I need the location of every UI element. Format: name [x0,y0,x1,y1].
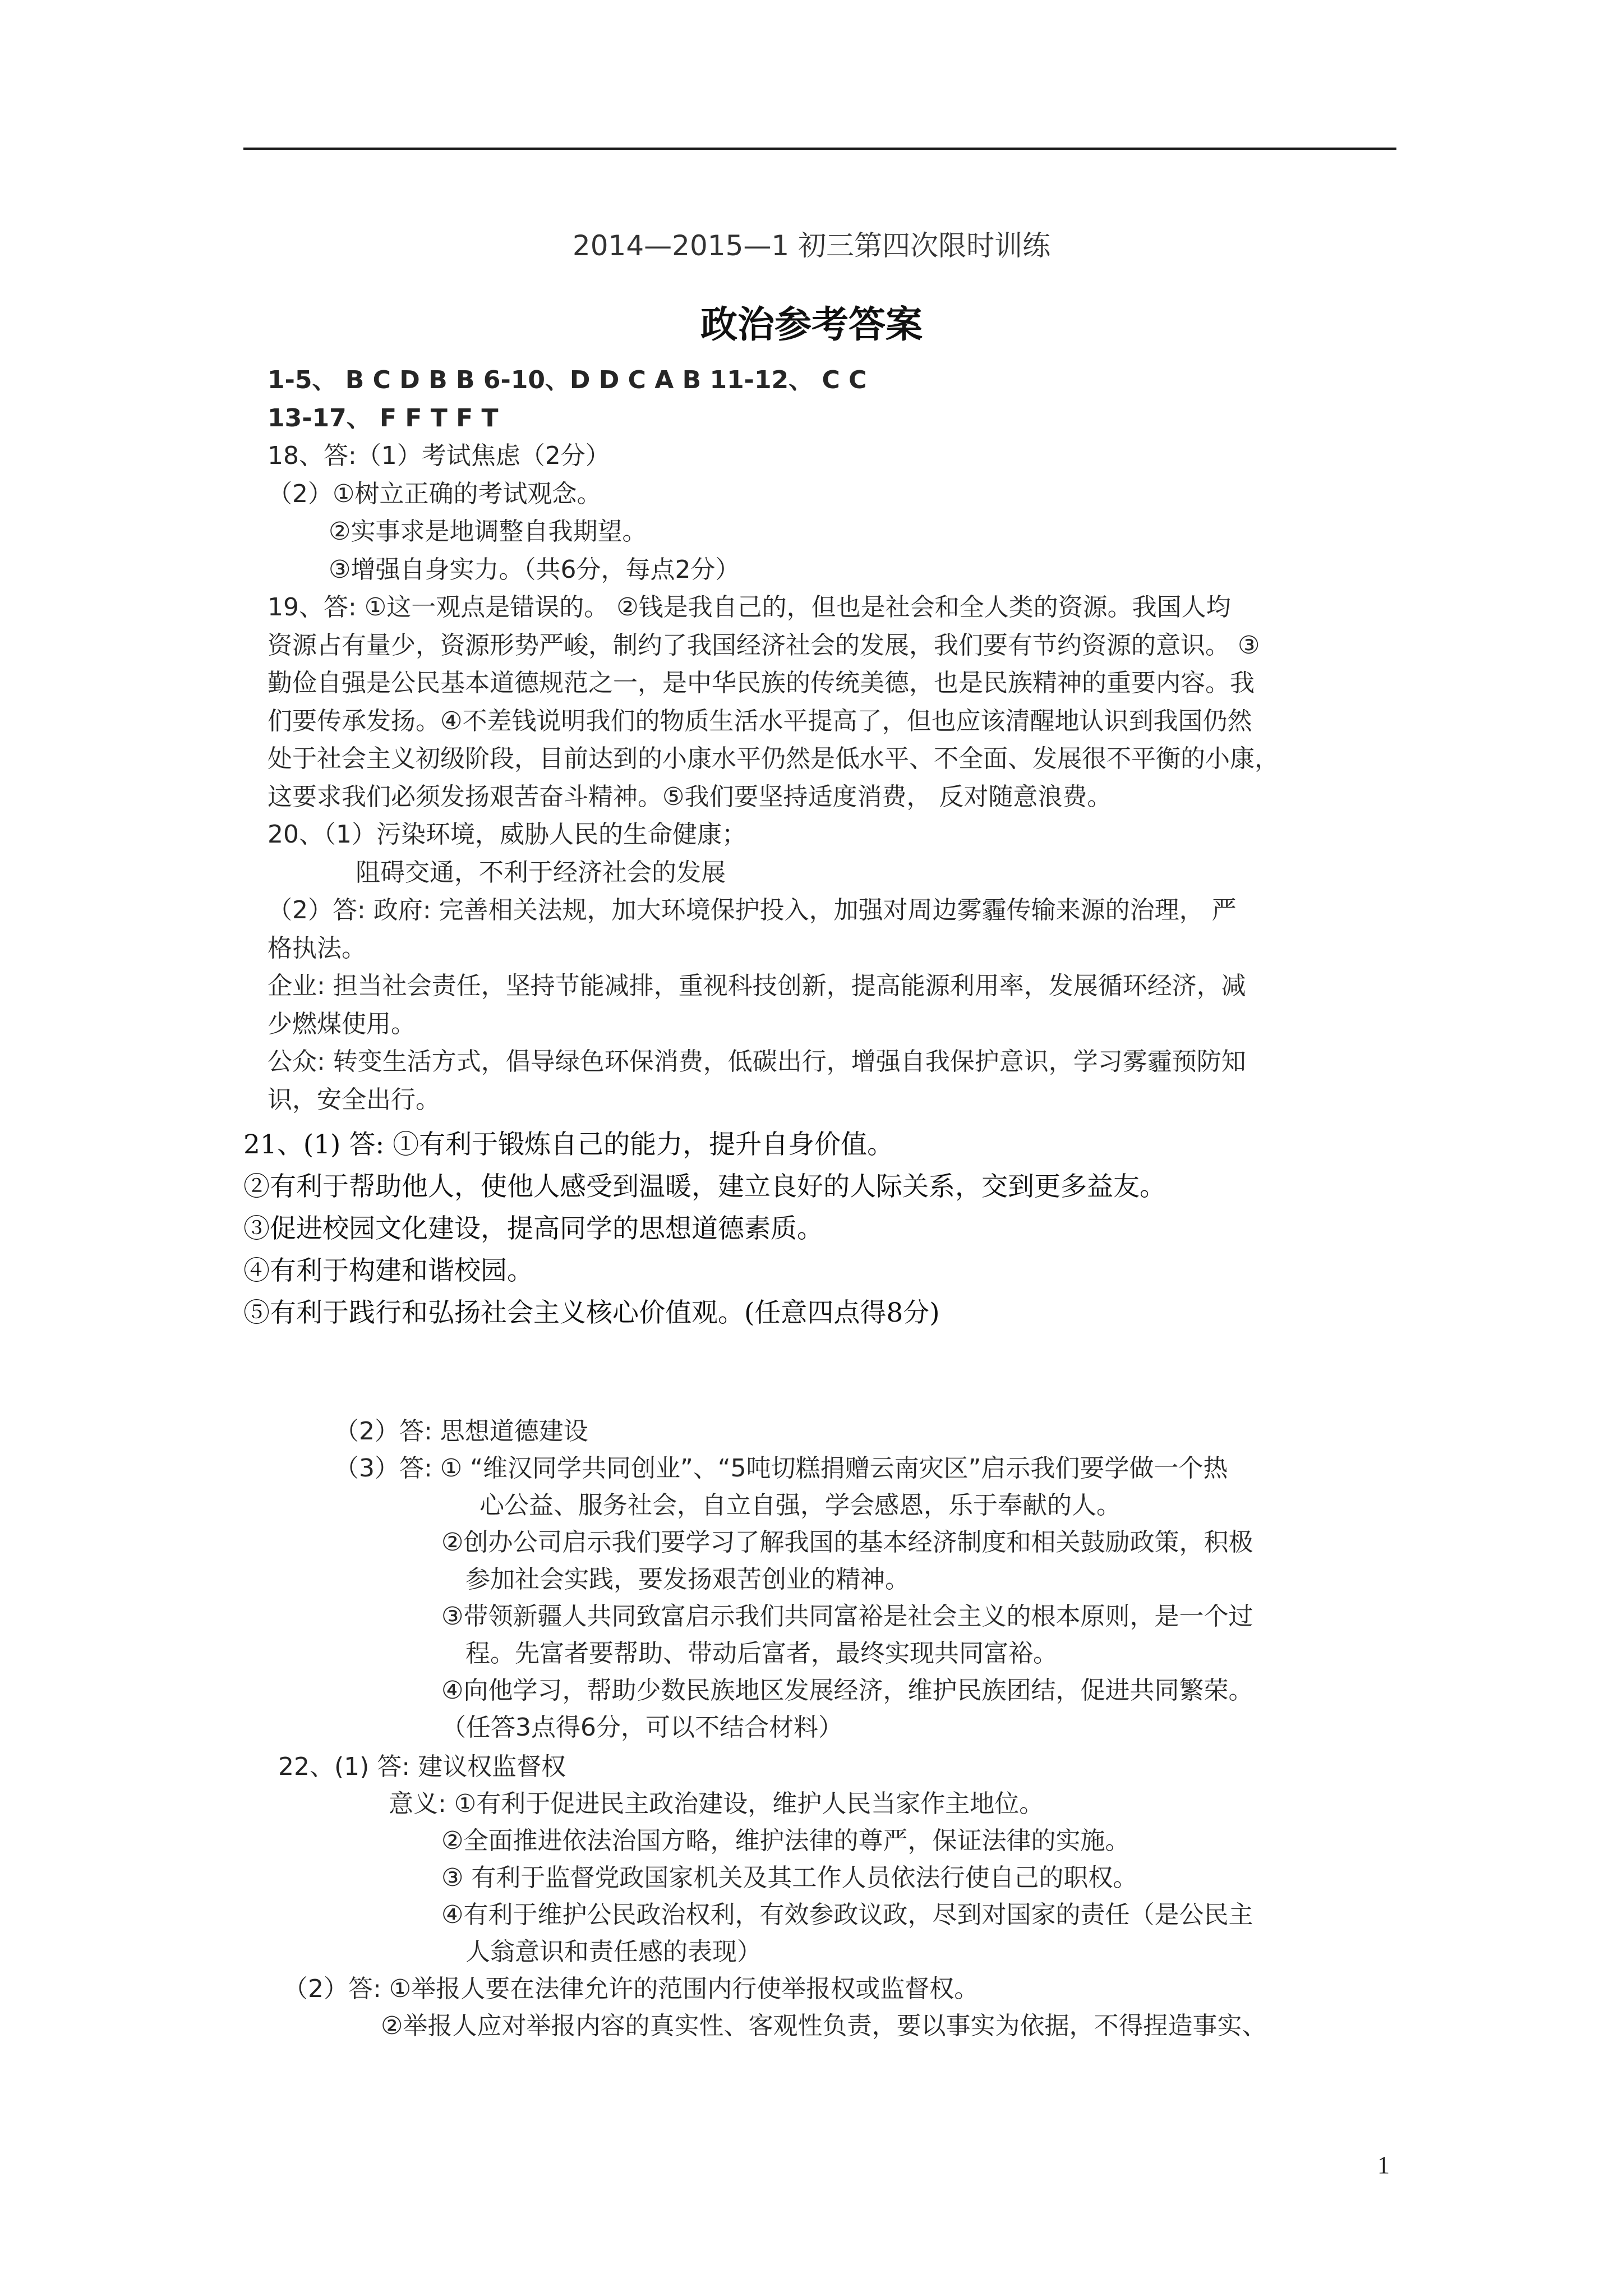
q21-line: ⑤有利于践行和弘扬社会主义核心价值观。(任意四点得8分) [243,1297,940,1328]
q21-part3-line: 心公益、服务社会，自立自强，学会感恩，乐于奉献的人。 [479,1491,1121,1520]
mc-answers-line-2: 13-17、 F F T F T [268,404,499,432]
q20-line: 少燃煤使用。 [268,1010,416,1038]
q21-part3-line: ②创办公司启示我们要学习了解我国的基本经济制度和相关鼓励政策，积极 [441,1528,1253,1557]
q22-line: 人翁意识和责任感的表现） [465,1938,762,1966]
q18-line: ③增强自身实力。（共6分，每点2分） [329,555,740,584]
page-number: 1 [1377,2151,1390,2179]
q19-line: 资源占有量少，资源形势严峻，制约了我国经济社会的发展，我们要有节约资源的意识。 ③ [268,631,1260,660]
q18-line: 18、答:（1）考试焦虑（2分） [268,441,610,470]
q21-part3-line: ③带领新疆人共同致富启示我们共同富裕是社会主义的根本原则，是一个过 [441,1602,1253,1631]
q20-line: 20、（1）污染环境，威胁人民的生命健康； [268,820,746,849]
q22-line: 22、(1) 答: 建议权监督权 [278,1752,566,1781]
q18-line: （2）①树立正确的考试观念。 [268,480,602,508]
q22-line: 意义: ①有利于促进民主政治建设，维护人民当家作主地位。 [389,1789,1044,1818]
q22-line: ④有利于维护公民政治权利，有效参政议政，尽到对国家的责任（是公民主 [441,1901,1253,1929]
q21-line: ④有利于构建和谐校园。 [243,1255,533,1286]
q20-line: 阻碍交通，不利于经济社会的发展 [356,858,726,887]
q20-line: 企业: 担当社会责任，坚持节能减排，重视科技创新，提高能源利用率，发展循环经济，减 [268,972,1246,1000]
exam-title: 2014—2015—1 初三第四次限时训练 [572,229,1051,262]
q21-line: ②有利于帮助他人，使他人感受到温暖，建立良好的人际关系，交到更多益友。 [243,1171,1166,1202]
q22-line: ③ 有利于监督党政国家机关及其工作人员依法行使自己的职权。 [441,1864,1138,1892]
q21-part3-line: 参加社会实践，要发扬艰苦创业的精神。 [465,1565,910,1594]
q20-line: （2）答: 政府: 完善相关法规，加大环境保护投入，加强对周边雾霾传输来源的治理， 严 [268,896,1237,924]
q21-part2-line: （2）答: 思想道德建设 [334,1417,588,1446]
q21-line: 21、(1) 答: ①有利于锻炼自己的能力，提升自身价值。 [243,1129,894,1160]
header-rule [243,148,1396,150]
q19-line: 处于社会主义初级阶段，目前达到的小康水平仍然是低水平、不全面、发展很不平衡的小康， [268,744,1279,773]
q18-line: ②实事求是地调整自我期望。 [329,517,647,546]
q21-line: ③促进校园文化建设，提高同学的思想道德素质。 [243,1213,823,1244]
q19-line: 这要求我们必须发扬艰苦奋斗精神。⑤我们要坚持适度消费， 反对随意浪费。 [268,783,1112,811]
q21-part3-line: （任答3点得6分，可以不结合材料） [441,1713,843,1742]
q22-line: ②举报人应对举报内容的真实性、客观性负责，要以事实为依据，不得捏造事实、 [381,2012,1267,2040]
q22-line: ②全面推进依法治国方略，维护法律的尊严，保证法律的实施。 [441,1826,1130,1855]
q21-part3-line: 程。先富者要帮助、带动后富者，最终实现共同富裕。 [465,1639,1058,1668]
q20-line: 公众: 转变生活方式，倡导绿色环保消费，低碳出行，增强自我保护意识，学习雾霾预防知 [268,1047,1246,1076]
q19-line: 们要传承发扬。④不差钱说明我们的物质生活水平提高了，但也应该清醒地认识到我国仍然 [268,707,1252,735]
q22-line: （2）答: ①举报人要在法律允许的范围内行使举报权或监督权。 [283,1975,979,2003]
answer-key-heading: 政治参考答案 [700,303,923,346]
q21-part3-line: ④向他学习，帮助少数民族地区发展经济，维护民族团结，促进共同繁荣。 [441,1676,1253,1705]
q21-part3-line: （3）答: ① “维汉同学共同创业”、“5吨切糕捐赠云南灾区”启示我们要学做一个热 [334,1454,1228,1483]
q19-line: 19、答: ①这一观点是错误的。 ②钱是我自己的，但也是社会和全人类的资源。我国人均 [268,593,1231,622]
q19-line: 勤俭自强是公民基本道德规范之一，是中华民族的传统美德，也是民族精神的重要内容。我 [268,669,1255,697]
q20-line: 识，安全出行。 [268,1085,440,1114]
mc-answers-line-1: 1-5、 B C D B B 6-10、D D C A B 11-12、 C C [268,366,867,394]
q20-line: 格执法。 [268,934,366,963]
